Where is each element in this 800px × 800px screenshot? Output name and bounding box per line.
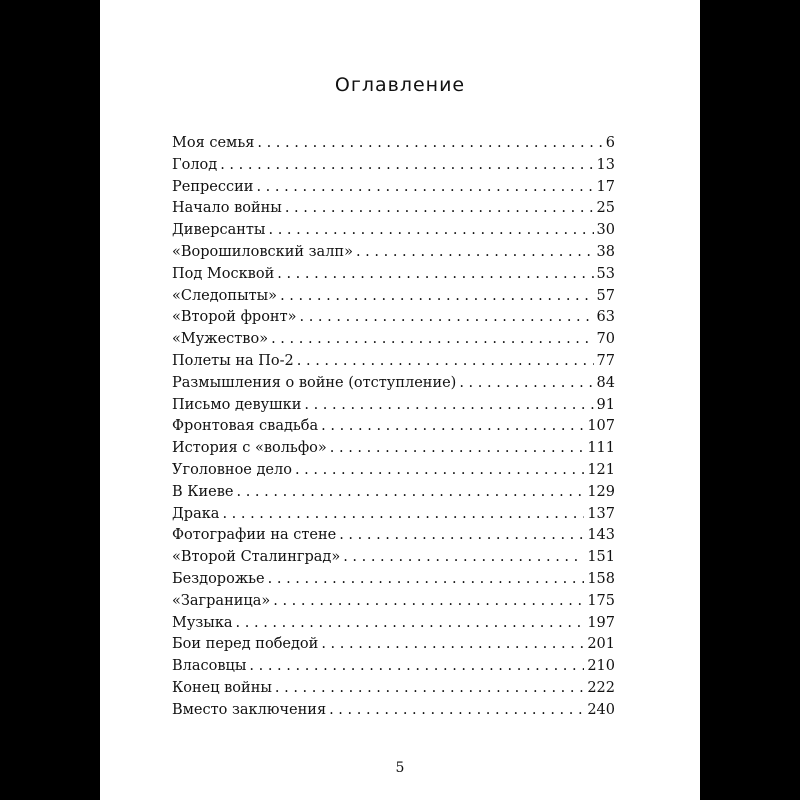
page-title: Оглавление [334,74,466,96]
toc-entry [172,177,615,199]
toc-entry-label: Уголовное дело [172,461,292,478]
toc-entry [172,155,615,177]
toc-entry [172,198,615,220]
toc-leader-dots [295,460,584,482]
toc-entry-page: 70 [596,331,615,348]
toc-leader-dots [271,329,593,351]
toc-leader-dots [268,220,593,242]
toc-entry [172,460,615,482]
toc-leader-dots [343,547,584,569]
toc-entry-page: 6 [605,135,615,151]
toc-entry-page: 111 [587,440,615,457]
toc-entry [172,133,615,155]
toc-entry-label: «Второй Сталинград» [172,549,341,566]
toc-entry-label: «Ворошиловский залп» [172,243,353,260]
toc-entry [172,329,615,351]
toc-entry-label: В Киеве [172,483,234,500]
toc-entry-page: 84 [596,374,615,391]
toc-entry-page: 129 [587,483,615,500]
toc-entry [172,678,615,700]
toc-leader-dots [329,700,584,722]
toc-entry-label: Репрессии [172,178,254,195]
toc-entry-label: Под Москвой [172,265,275,282]
toc-entry-label: Диверсанты [172,222,266,239]
toc-entry-label: Вместо заключения [172,701,327,718]
toc-entry-label: Письмо девушки [172,396,302,413]
toc-entry-page: 201 [587,636,615,653]
toc-entry-label: Моя семья [172,135,255,151]
toc-leader-dots [297,351,594,373]
page-number: 5 [395,760,405,776]
toc-entry-page: 38 [596,243,615,260]
toc-leader-dots [321,416,584,438]
toc-entry-page: 151 [587,549,615,566]
toc-entry [172,504,615,526]
toc-leader-dots [257,133,602,155]
toc-entry-label: Драка [172,505,220,522]
toc-entry [172,351,615,373]
toc-entry-page: 175 [587,592,615,609]
toc-entry [172,286,615,308]
toc-entry-label: «Мужество» [172,331,269,348]
toc-entry [172,547,615,569]
toc-entry-label: Полеты на По-2 [172,352,294,369]
toc-entry-page: 30 [596,222,615,239]
toc-entry-label: Бездорожье [172,570,265,587]
toc-entry-label: История с «вольфо» [172,440,327,457]
toc-leader-dots [339,525,584,547]
toc-entry [172,656,615,678]
toc-entry-page: 53 [596,265,615,282]
toc-entry-page: 91 [596,396,615,413]
toc-entry-page: 17 [596,178,615,195]
toc-entry-page: 222 [587,679,615,696]
toc-entry [172,591,615,613]
toc-entry-page: 158 [587,570,615,587]
toc-entry-label: «Следопыты» [172,287,278,304]
toc-entry [172,482,615,504]
right-margin-bar [700,0,800,800]
toc-entry-label: «Второй фронт» [172,309,297,326]
toc-entry-label: «Заграница» [172,592,271,609]
toc-entry [172,613,615,635]
toc-leader-dots [268,569,585,591]
toc-entry-label: Музыка [172,614,233,631]
toc-leader-dots [220,155,593,177]
toc-entry-label: Фотографии на стене [172,527,337,544]
toc-entry-label: Бои перед победой [172,636,319,653]
toc-entry [172,220,615,242]
toc-entry [172,395,615,417]
toc-leader-dots [222,504,584,526]
toc-entry-label: Фронтовая свадьба [172,418,319,435]
left-margin-bar [0,0,100,800]
toc-entry-label: Начало войны [172,200,282,217]
toc-entry-page: 25 [596,200,615,217]
toc-entry-page: 121 [587,461,615,478]
book-page [100,0,700,800]
toc-entry [172,264,615,286]
toc-leader-dots [299,307,593,329]
toc-entry-page: 137 [587,505,615,522]
toc-entry-page: 77 [596,352,615,369]
toc-entry [172,634,615,656]
toc-leader-dots [273,591,584,613]
toc-leader-dots [249,656,584,678]
toc-leader-dots [256,177,593,199]
toc-entry [172,242,615,264]
toc-leader-dots [304,395,593,417]
toc-entry-label: Конец войны [172,679,272,696]
toc-entry-page: 57 [596,287,615,304]
toc-entry-page: 13 [596,156,615,173]
toc-leader-dots [236,613,585,635]
toc-leader-dots [321,634,584,656]
toc-entry [172,525,615,547]
toc-entry [172,416,615,438]
toc-entry [172,438,615,460]
toc-entry-page: 63 [596,309,615,326]
toc-leader-dots [356,242,594,264]
toc-entry-page: 107 [587,418,615,435]
toc-leader-dots [275,678,584,700]
table-of-contents [172,133,615,722]
toc-leader-dots [459,373,593,395]
toc-entry [172,307,615,329]
toc-entry-label: Размышления о войне (отступление) [172,374,457,391]
toc-leader-dots [277,264,593,286]
toc-leader-dots [236,482,584,504]
toc-entry-label: Голод [172,156,218,173]
toc-entry [172,569,615,591]
toc-entry-page: 197 [587,614,615,631]
toc-entry-label: Власовцы [172,658,247,675]
toc-entry [172,700,615,722]
toc-entry-page: 240 [587,701,615,718]
toc-leader-dots [280,286,593,308]
toc-leader-dots [330,438,585,460]
toc-entry-page: 143 [587,527,615,544]
toc-entry-page: 210 [587,658,615,675]
toc-entry [172,373,615,395]
toc-leader-dots [285,198,594,220]
